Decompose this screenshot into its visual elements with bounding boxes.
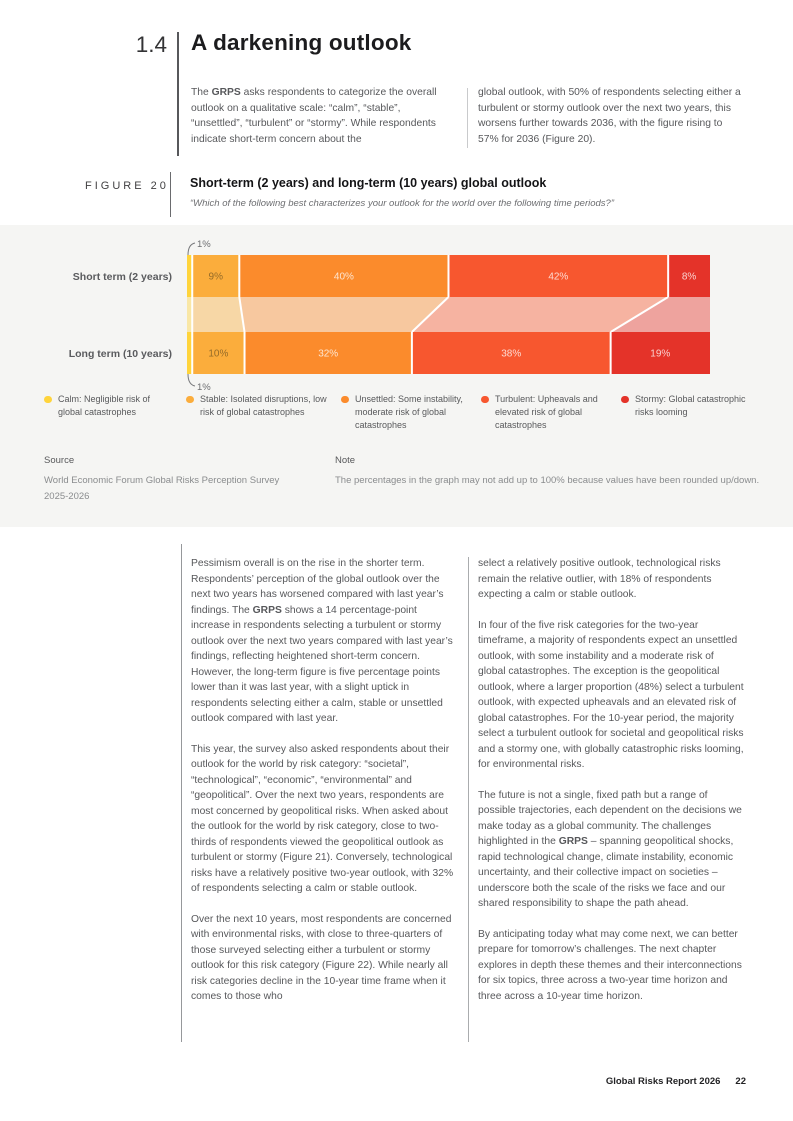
section-number: 1.4 — [135, 32, 167, 57]
legend-label: Turbulent: Upheavals and elevated risk of global catastrophes — [495, 394, 598, 430]
body-column-right — [478, 556, 744, 1019]
flow-band-stable — [192, 297, 244, 332]
legend-swatch-unsettled-icon — [341, 396, 349, 404]
text-run: The future is not a single, fixed path but a range of possible trajectories, each dependent on the decisions we make today as a global community. The challenges highlighted in the — [478, 789, 742, 847]
bold-text: GRPS — [558, 836, 588, 847]
text-run: shows a 14 percentage-point increase in respondents selecting a turbulent or stormy outlook over the next two years compared with last year’s findings, reflecting heightened short-term concern. However, the long-term figure is five percentage points lower than it was last year, with a slight uptick in respondents selecting either a calm, stable or unsettled outlook compared with last year. — [191, 604, 453, 724]
value-label: 9% — [208, 271, 223, 283]
figure20-chart — [0, 228, 793, 398]
figure-title: Short-term (2 years) and long-term (10 years) global outlook — [190, 176, 547, 190]
legend-item-unsettled — [341, 393, 473, 431]
legend-label: Unsettled: Some instability, moderate risk of global catastrophes — [355, 394, 463, 430]
callout-label-bottom: 1% — [197, 382, 211, 393]
value-label: 19% — [650, 348, 671, 360]
legend-swatch-turbulent-icon — [481, 396, 489, 404]
legend-label: Stormy: Global catastrophic risks looming — [635, 394, 746, 417]
callout-label-top: 1% — [197, 239, 211, 250]
footer-report-title: Global Risks Report 2026 — [605, 1076, 721, 1087]
footer-page-number: 22 — [735, 1076, 746, 1087]
source-block — [44, 455, 324, 504]
text-run: asks respondents to categorize the overall outlook on a qualitative scale: “calm”, “stable”, “unsettled”, “turbulent” or “stormy”. While respondents indicate short-term concern about the — [191, 87, 437, 145]
value-label: 32% — [318, 348, 339, 360]
note-block — [335, 455, 785, 489]
legend-item-stormy — [621, 393, 759, 419]
body-column-divider — [468, 557, 469, 1042]
value-label: 40% — [333, 271, 354, 283]
page-title: A darkening outlook — [191, 30, 412, 55]
note-text: The percentages in the graph may not add up to 100% because values have been rounded up/down. — [335, 475, 760, 486]
legend-swatch-stormy-icon — [621, 396, 629, 404]
paragraph — [191, 912, 457, 1005]
text-run: Over the next 10 years, most respondents are concerned with environmental risks, with close to three-quarters of those surveyed selecting either a turbulent or stormy outlook for this risk category (Figure 22). While nearly all risk categories decline in the 10-year time frame when it comes to those who — [191, 913, 452, 1002]
legend-swatch-stable-icon — [186, 396, 194, 404]
body-column-left — [191, 556, 457, 1020]
text-run: By anticipating today what may come next, we can better prepare for tomorrow’s challenges. The next chapter explores in depth these themes and their interconnections for six topics, three across a two-year time horizon and three across a 10-year time horizon. — [478, 928, 742, 1002]
text-run: Pessimism overall is on the rise in the shorter term. Respondents’ perception of the global outlook over the next two years has worsened compared with last year’s findings. The — [191, 558, 444, 616]
legend-item-turbulent — [481, 393, 609, 431]
category-label: Short term (2 years) — [72, 271, 172, 283]
value-label: 8% — [681, 271, 697, 283]
source-text — [44, 473, 324, 504]
callout-leader-bottom — [188, 374, 195, 386]
text-run: This year, the survey also asked respondents about their outlook for the world by risk category: “societal”, “technological”, “economic”, “environmental” and “geopolitical”. Over the next two years, respondents are most concerned by geopolitical risks. When asked about the outlook for the world by risk category, close to two-thirds of respondents viewed the geopolitical outlook as turbulent or stormy (Figure 21). Conversely, technological risks have a relatively positive two-year outlook, with 32% of respondents selecting a calm or stable outlook. — [191, 743, 454, 894]
intro-paragraph-right — [478, 85, 744, 147]
figure-divider-rule — [170, 172, 171, 217]
value-label: 42% — [548, 271, 569, 283]
value-label: 10% — [208, 348, 229, 360]
bold-text: GRPS — [211, 87, 241, 98]
paragraph — [478, 618, 744, 773]
legend-swatch-calm-icon — [44, 396, 52, 404]
text-run: select a relatively positive outlook, technological risks remain the relative outlier, with 18% of respondents expecting a calm or stable outlook. — [478, 558, 721, 600]
figure-question: “Which of the following best characterizes your outlook for the world over the following time periods?” — [190, 198, 615, 209]
paragraph — [191, 556, 457, 727]
legend-item-calm — [44, 393, 166, 419]
source-line: 2025-2026 — [44, 490, 90, 502]
text-run: global outlook, with 50% of respondents selecting either a turbulent or stormy outlook over the next two years, this worsens further towards 2036, with the figure rising to 57% for 2036 (Figure 20). — [478, 87, 741, 145]
text-run: – spanning geopolitical shocks, rapid technological change, climate instability, economic uncertainty, and their collective impact on societies – underscore both the scale of the risks we face and our shared responsibility to shape the path ahead. — [478, 836, 734, 909]
note-heading: Note — [335, 455, 356, 466]
intro-paragraph-left — [191, 85, 454, 147]
bold-text: GRPS — [252, 604, 282, 616]
text-run: The — [191, 87, 212, 98]
paragraph — [478, 927, 744, 1005]
legend-label: Calm: Negligible risk of global catastrophes — [58, 394, 151, 417]
body-left-rule — [181, 544, 182, 1042]
figure-label: FIGURE 20 — [85, 180, 169, 192]
paragraph — [478, 556, 744, 603]
paragraph — [191, 742, 457, 897]
callout-leader-top — [188, 243, 195, 255]
title-divider-rule — [177, 32, 179, 156]
source-heading: Source — [44, 455, 75, 466]
text-run: In four of the five risk categories for the two-year timeframe, a majority of respondents expect an unsettled outlook, with some instability and a moderate risk of global catastrophes. The exception is the geopolitical outlook, where a larger proportion (48%) select a turbulent outlook, with expected upheavals and an elevated risk of global catastrophes. For the 10-year period, the majority select a turbulent outlook for societal and geopolitical risks and a stormy one, with globally catastrophic risks looming, for environmental risks. — [478, 619, 744, 770]
legend-label: Stable: Isolated disruptions, low risk of global catastrophes — [200, 394, 327, 417]
value-label: 38% — [501, 348, 522, 360]
page-footer — [606, 1076, 746, 1087]
intro-column-divider — [467, 88, 468, 148]
source-line: World Economic Forum Global Risks Perception Survey — [44, 475, 280, 486]
legend-item-stable — [186, 393, 336, 419]
paragraph — [478, 788, 744, 912]
chart-legend — [0, 393, 793, 451]
figure20-panel — [0, 225, 793, 527]
category-label: Long term (10 years) — [68, 348, 172, 360]
